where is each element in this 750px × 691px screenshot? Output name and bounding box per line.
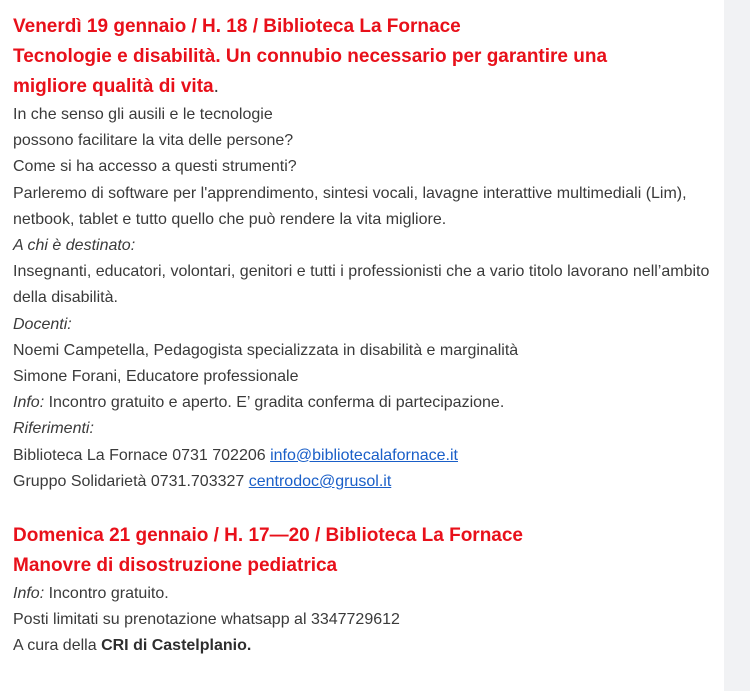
event1-teachers-label: Docenti: [13, 315, 72, 333]
event2-curated-prefix: A cura della [13, 637, 102, 655]
event1-title-line2: migliore qualità di vita [13, 76, 214, 97]
event1-info-text: Incontro gratuito e aperto. E’ gradita conferma di partecipazione. [44, 394, 505, 412]
event1-ref1-text: Biblioteca La Fornace 0731 702206 [13, 446, 271, 464]
event2-booking: Posti limitati su prenotazione whatsapp al 3347729612 [13, 611, 400, 629]
event2-title: Manovre di disostruzione pediatrica [13, 555, 338, 577]
event1-intro-line: In che senso gli ausili e le tecnologie [13, 106, 273, 123]
event1-target-text: Insegnanti, educatori, volontari, genitori e tutti i professionisti che a vario titolo lavorano nell’ambito della disabilità. [13, 263, 710, 307]
event2-info-label: Info: [13, 585, 45, 603]
event1-ref2-email-link[interactable]: centrodoc@grusol.it [248, 472, 392, 490]
event1-refs-label: Riferimenti: [13, 420, 94, 438]
section-spacer [13, 495, 718, 521]
event1-header [13, 12, 718, 102]
event1-intro-line: Come si ha accesso a questi strumenti? [13, 158, 297, 176]
article-content [13, 12, 718, 660]
event1-intro-line: possono facilitare la vita delle persone? [13, 132, 294, 150]
event1-ref2-text: Gruppo Solidarietà 0731.703327 [13, 472, 249, 490]
event2-info-text: Incontro gratuito. [44, 585, 169, 603]
event1-info-label: Info: [13, 394, 45, 412]
event1-ref1-email-link[interactable]: info@bibliotecalafornace.it [270, 446, 458, 464]
event2-curated-org: CRI di Castelplanio. [101, 637, 252, 655]
event1-date-line: Venerdì 19 gennaio / H. 18 / Biblioteca La Fornace [13, 16, 461, 37]
event1-teacher: Noemi Campetella, Pedagogista specializzata in disabilità e marginalità [13, 341, 519, 359]
event1-target-label: A chi è destinato: [13, 237, 136, 255]
event1-title-period: . [213, 76, 219, 97]
scrollbar-track[interactable] [724, 0, 750, 691]
event2-date-line: Domenica 21 gennaio / H. 17—20 / Biblioteca La Fornace [13, 525, 523, 547]
event1-teacher: Simone Forani, Educatore professionale [13, 368, 299, 386]
event1-title-line1: Tecnologie e disabilità. Un connubio necessario per garantire una [13, 46, 608, 67]
event1-description: Parleremo di software per l'apprendimento, sintesi vocali, lavagne interattive multimediali (Lim), netbook, tablet e tutto quello che può rendere la vita migliore. [13, 184, 687, 228]
event2-header [13, 521, 718, 581]
